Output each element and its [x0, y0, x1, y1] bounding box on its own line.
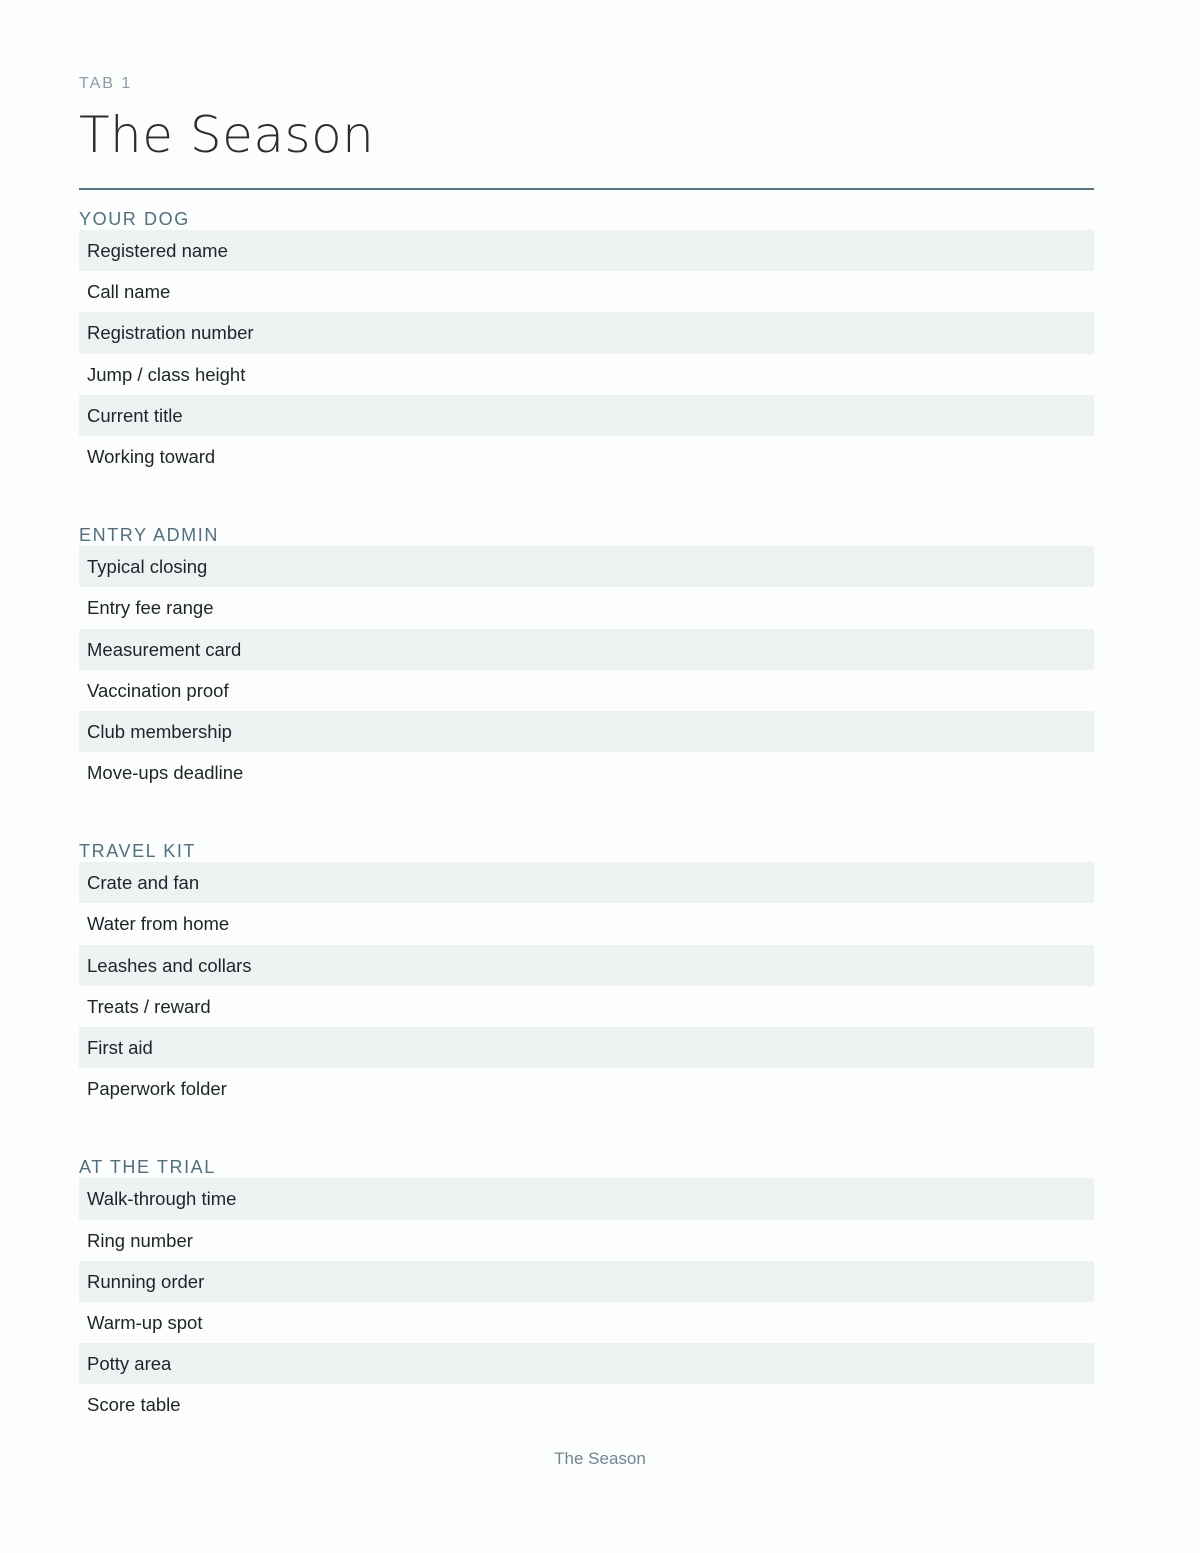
field-row: Current title	[79, 395, 1094, 436]
field-row: Jump / class height	[87, 363, 246, 385]
field-row: Treats / reward	[87, 995, 211, 1017]
field-list	[79, 230, 1094, 477]
field-row: Score table	[87, 1394, 181, 1416]
field-row: Water from home	[87, 913, 230, 935]
field-row: Call name	[87, 281, 171, 303]
field-row: Ring number	[87, 1229, 193, 1251]
field-row: Vaccination proof	[87, 679, 229, 701]
field-row: Club membership	[79, 711, 1094, 752]
field-list	[79, 546, 1094, 793]
section-travel-kit	[79, 840, 1094, 1109]
page-title: The Season	[79, 106, 375, 164]
title-divider	[79, 188, 1094, 190]
section-your-dog	[79, 208, 1094, 477]
field-list	[79, 862, 1094, 1109]
section-at-the-trial	[79, 1156, 1094, 1425]
field-row: Registration number	[79, 312, 1094, 353]
field-row: Registered name	[79, 230, 1094, 271]
section-entry-admin	[79, 524, 1094, 793]
field-row: Warm-up spot	[87, 1311, 203, 1333]
field-row: Entry fee range	[87, 597, 214, 619]
page	[79, 72, 1094, 1426]
section-title: ENTRY ADMIN	[79, 525, 219, 546]
field-row: Paperwork folder	[87, 1078, 227, 1100]
field-row: Crate and fan	[79, 862, 1094, 903]
field-row: Leashes and collars	[79, 945, 1094, 986]
section-title: AT THE TRIAL	[79, 1157, 216, 1178]
section-title: TRAVEL KIT	[79, 841, 197, 862]
field-list	[79, 1178, 1094, 1425]
section-title: YOUR DOG	[79, 209, 190, 229]
tab-label: TAB 1	[79, 75, 133, 92]
page-footer: The Season	[554, 1449, 646, 1468]
field-row: First aid	[79, 1027, 1094, 1068]
field-row: Potty area	[79, 1343, 1094, 1384]
field-row: Working toward	[87, 445, 216, 467]
field-row: Move-ups deadline	[87, 762, 244, 784]
field-row: Typical closing	[79, 546, 1094, 587]
field-row: Running order	[79, 1261, 1094, 1302]
field-row: Walk-through time	[79, 1178, 1094, 1219]
field-row: Measurement card	[79, 629, 1094, 670]
